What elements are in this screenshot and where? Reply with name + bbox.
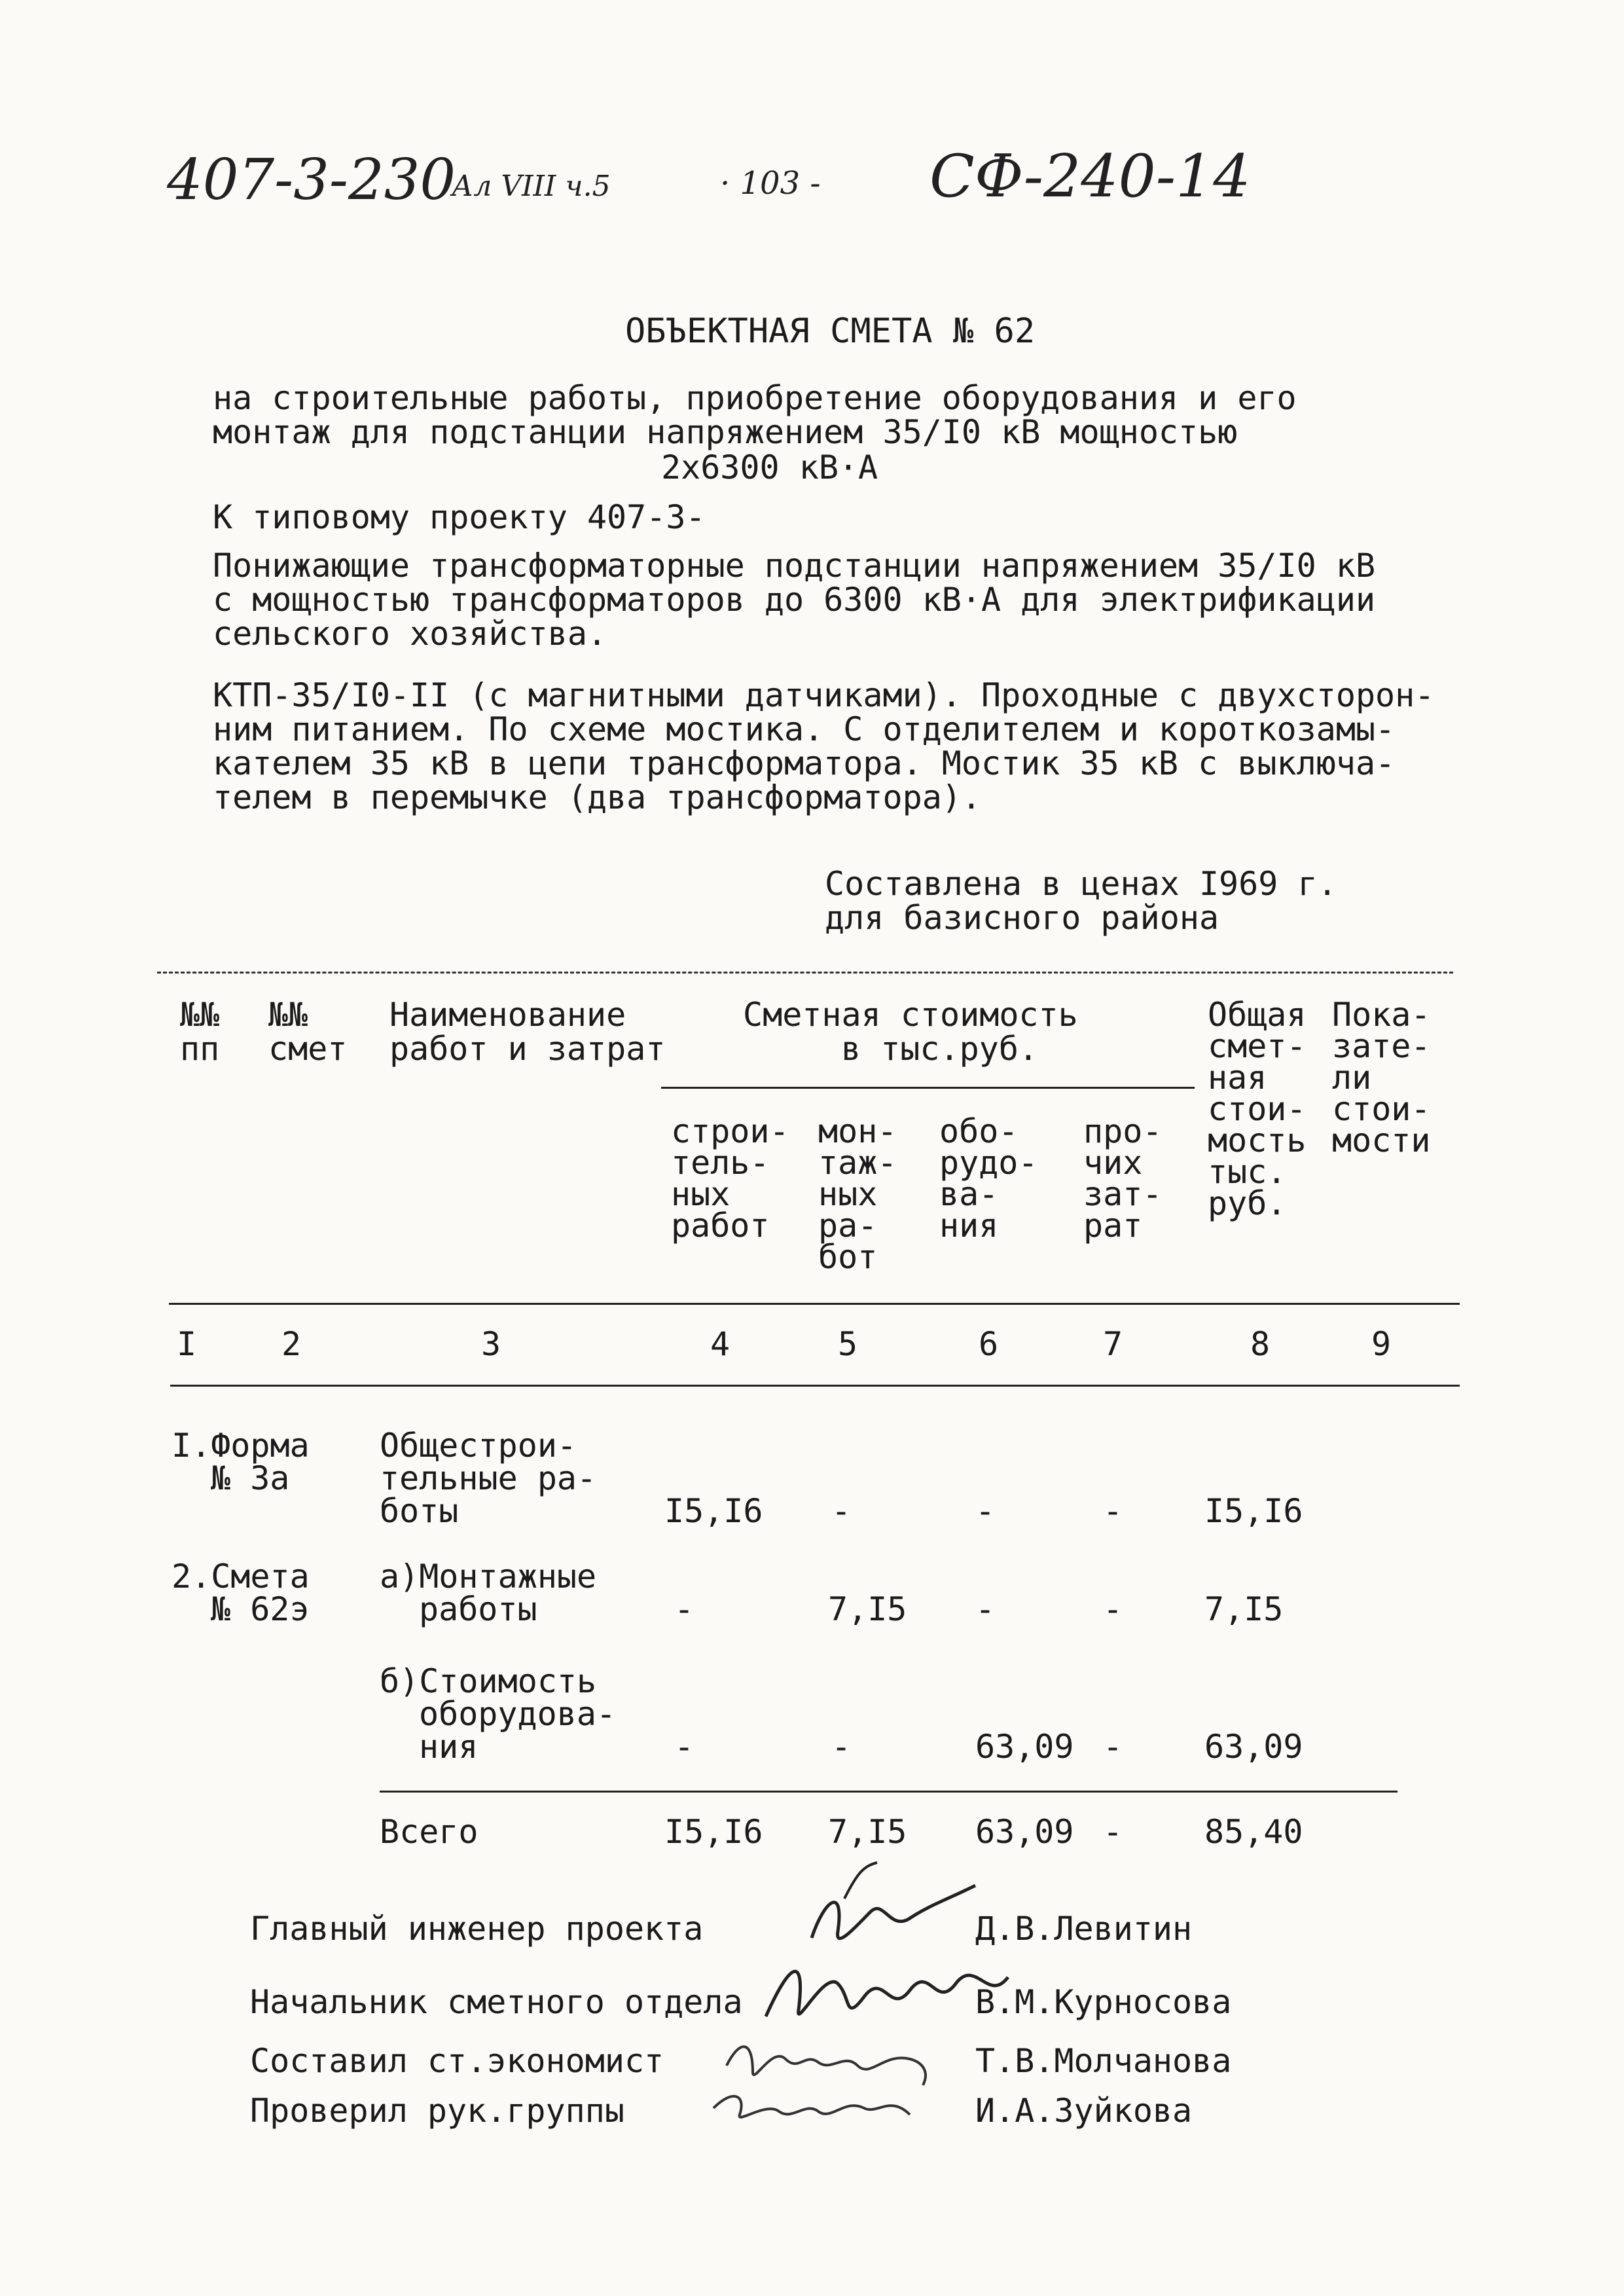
row1-c4: I5,I6 [664, 1492, 763, 1530]
sheet-code: СФ-240-14 [929, 142, 1251, 211]
header-col8-line-7: руб. [1208, 1184, 1287, 1222]
subtitle-line-3: 2х6300 кВ·А [661, 448, 878, 486]
total-label: Всего [380, 1813, 478, 1851]
prices-note-line-2: для базисного района [825, 899, 1219, 937]
total-c5: 7,I5 [828, 1813, 907, 1851]
total-rule [380, 1791, 1398, 1793]
row2-c4: - [674, 1590, 695, 1628]
page-number: · 103 - [720, 165, 821, 202]
header-col3-line-1: Наименование [389, 996, 626, 1034]
header-col5-line-3: ных [818, 1175, 878, 1213]
row3-name-line-3: ния [419, 1728, 478, 1766]
row2-c8: 7,I5 [1204, 1590, 1284, 1628]
header-col8-line-1: Общая [1208, 996, 1307, 1034]
total-c8: 85,40 [1204, 1813, 1303, 1851]
header-col5-line-2: таж- [818, 1144, 897, 1182]
header-col9-line-2: зате- [1332, 1027, 1431, 1065]
signature-name-3: Т.В.Молчанова [975, 2042, 1232, 2080]
header-col8-line-2: смет- [1208, 1027, 1307, 1065]
header-group-line-2: в тыс.руб. [841, 1030, 1039, 1068]
project-ref: К типовому проекту 407-3- [213, 498, 706, 536]
description1-line-1: Понижающие трансформаторные подстанции напряжением 35/I0 кВ [213, 547, 1376, 585]
signature-name-4: И.А.Зуйкова [975, 2092, 1193, 2130]
row1-num-line-2: № 3а [211, 1459, 290, 1497]
header-col8-line-3: ная [1208, 1059, 1267, 1097]
header-bottom-rule [169, 1303, 1460, 1305]
header-col3-line-2: работ и затрат [389, 1030, 666, 1068]
row1-c5: - [831, 1492, 852, 1530]
subtitle-line-1: на строительные работы, приобретение оборудования и его [213, 379, 1297, 417]
signature-name-2: В.М.Курносова [975, 1983, 1232, 2021]
handwritten-signature-4 [700, 2075, 923, 2141]
description1-line-3: сельского хозяйства. [213, 615, 607, 653]
header-col5-line-1: мон- [818, 1112, 897, 1150]
total-c6: 63,09 [975, 1813, 1074, 1851]
header-col6-line-2: рудо- [939, 1144, 1038, 1182]
prices-note-line-1: Составлена в ценах I969 г. [825, 865, 1337, 903]
signature-role-3: Составил ст.экономист [250, 2042, 664, 2080]
row1-name-line-3: боты [380, 1492, 459, 1530]
header-col7-line-3: зат- [1083, 1175, 1163, 1213]
header-col4-line-3: ных [671, 1175, 731, 1213]
col-number-8: 8 [1250, 1325, 1271, 1363]
row1-name-line-1: Общестрои- [380, 1427, 577, 1465]
header-col9-line-3: ли [1332, 1059, 1372, 1097]
header-col9-line-5: мости [1332, 1121, 1431, 1159]
header-col7-line-2: чих [1083, 1144, 1143, 1182]
description2-line-1: КТП-35/I0-II (с магнитными датчиками). Проходные с двухсторон- [213, 676, 1435, 714]
row3-name-line-1: б)Стоимость [380, 1662, 597, 1700]
header-col9-line-4: стои- [1332, 1090, 1431, 1128]
header-col7-line-4: рат [1083, 1207, 1143, 1245]
row2-name-line-2: работы [419, 1590, 537, 1628]
col-number-rule [170, 1385, 1460, 1387]
row3-name-line-2: оборудова- [419, 1695, 617, 1733]
header-col9-line-1: Пока- [1332, 996, 1431, 1034]
row3-c5: - [831, 1728, 852, 1766]
handwritten-signature-2 [753, 1944, 1015, 2036]
row1-c7: - [1103, 1492, 1123, 1530]
header-col4-line-2: тель- [671, 1144, 770, 1182]
page-title: ОБЪЕКТНАЯ СМЕТА № 62 [625, 312, 1036, 351]
doc-code: 407-3-230 [167, 147, 456, 213]
col-number-6: 6 [978, 1325, 999, 1363]
header-col6-line-1: обо- [939, 1112, 1019, 1150]
row3-c6: 63,09 [975, 1728, 1074, 1766]
row1-c6: - [975, 1492, 996, 1530]
header-col5-line-5: бот [818, 1238, 878, 1276]
header-col2-line-2: смет [268, 1030, 348, 1068]
row2-c7: - [1103, 1590, 1123, 1628]
album-ref: Ал VIII ч.5 [452, 170, 611, 203]
header-group-line-1: Сметная стоимость [743, 996, 1078, 1034]
row3-c4: - [674, 1728, 695, 1766]
total-c4: I5,I6 [664, 1813, 763, 1851]
col-number-2: 2 [281, 1325, 302, 1363]
row3-c8: 63,09 [1204, 1728, 1303, 1766]
header-col4-line-4: работ [671, 1207, 770, 1245]
col-number-3: 3 [480, 1325, 501, 1363]
header-col7-line-1: про- [1083, 1112, 1163, 1150]
description1-line-2: с мощностью трансформаторов до 6300 кВ·А для электрификации [213, 581, 1376, 619]
description2-line-3: кателем 35 кВ в цепи трансформатора. Мостик 35 кВ с выключа- [213, 744, 1396, 782]
row2-c5: 7,I5 [828, 1590, 907, 1628]
signature-role-1: Главный инженер проекта [250, 1910, 704, 1948]
row2-num-line-1: 2.Смета [171, 1558, 310, 1595]
col-number-7: 7 [1102, 1325, 1123, 1363]
row1-name-line-2: тельные ра- [380, 1459, 597, 1497]
header-col8-line-6: тыс. [1208, 1153, 1287, 1191]
header-col4-line-1: строи- [671, 1112, 789, 1150]
col-number-9: 9 [1371, 1325, 1392, 1363]
header-col8-line-5: мость [1208, 1121, 1307, 1159]
header-col8-line-4: стои- [1208, 1090, 1307, 1128]
row1-num-line-1: I.Форма [171, 1427, 310, 1465]
row2-num-line-2: № 62э [211, 1590, 310, 1628]
header-col2-line-1: №№ [268, 996, 308, 1034]
description2-line-4: телем в перемычке (два трансформатора). [213, 778, 981, 816]
row3-c7: - [1103, 1728, 1123, 1766]
header-col1-line-2: пп [180, 1030, 220, 1068]
col-number-5: 5 [837, 1325, 858, 1363]
subtitle-line-2: монтаж для подстанции напряжением 35/I0 кВ мощностью [213, 413, 1238, 451]
signature-role-2: Начальник сметного отдела [250, 1983, 743, 2021]
header-col1-line-1: №№ [180, 996, 220, 1034]
group-header-rule [661, 1087, 1195, 1089]
col-number-1: I [176, 1325, 197, 1363]
row2-c6: - [975, 1590, 996, 1628]
signature-name-1: Д.В.Левитин [975, 1910, 1193, 1948]
row2-name-line-1: а)Монтажные [380, 1558, 597, 1595]
header-col6-line-3: ва- [939, 1175, 999, 1213]
row1-c8: I5,I6 [1204, 1492, 1303, 1530]
header-col5-line-4: ра- [818, 1207, 878, 1245]
table-top-rule [157, 972, 1453, 974]
description2-line-2: ним питанием. По схеме мостика. С отделителем и короткозамы- [213, 710, 1396, 748]
col-number-4: 4 [710, 1325, 731, 1363]
total-c7: - [1103, 1813, 1123, 1851]
signature-role-4: Проверил рук.группы [250, 2092, 624, 2130]
header-col6-line-4: ния [939, 1207, 999, 1245]
